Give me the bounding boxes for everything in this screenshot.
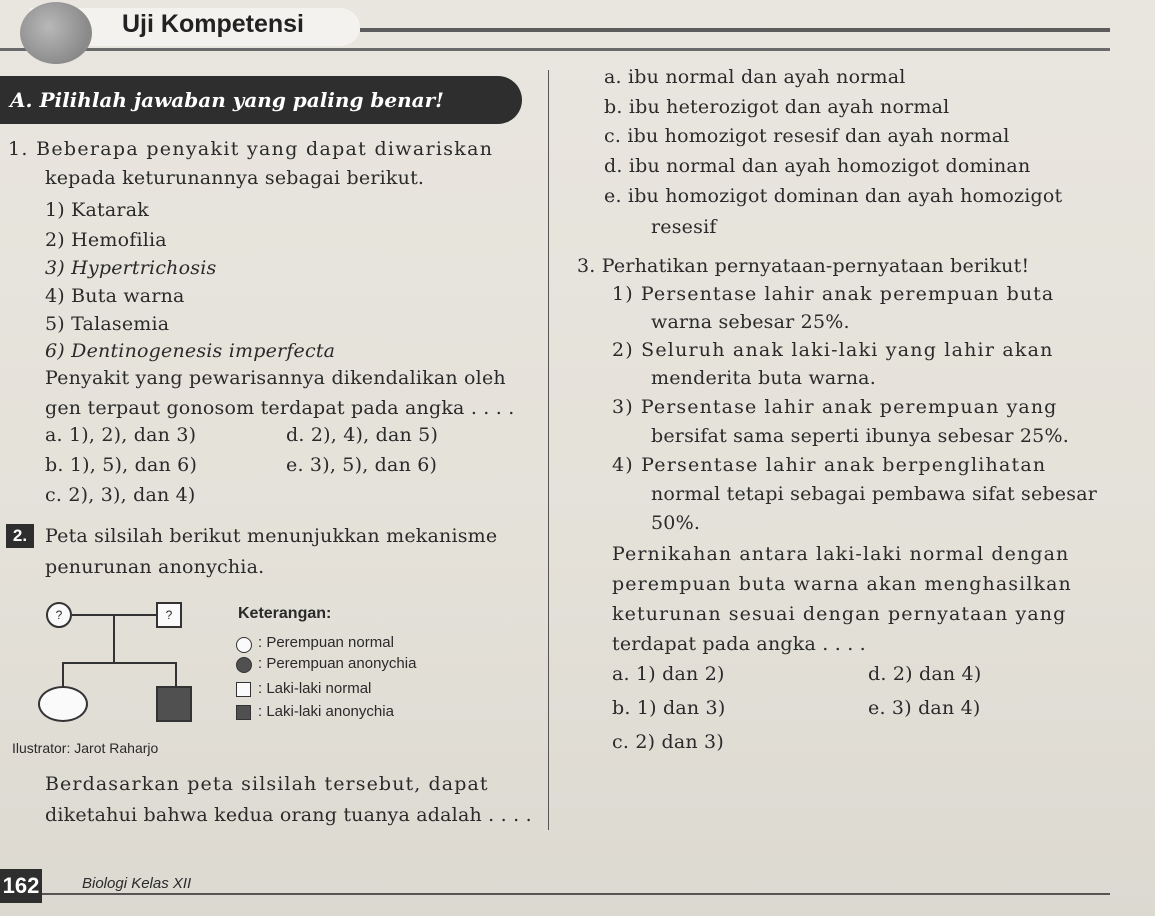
q3-statement-1-line2: warna sebesar 25%. [651,311,850,333]
q3-question-line4: terdapat pada angka . . . . [612,633,866,655]
page-title: Uji Kompetensi [122,10,304,38]
footer-rule [42,893,1110,895]
q2-number-badge: 2. [6,524,34,548]
pedigree-sibship-line [62,662,176,664]
q1-item-3: 3) Hypertrichosis [45,257,217,279]
q1-question-line2: gen terpaut gonosom terdapat pada angka . . . . [45,397,515,419]
header-badge-icon [20,2,92,64]
q1-item-6: 6) Dentinogenesis imperfecta [45,340,336,362]
q3-question-line1: Pernikahan antara laki-laki normal dengan [612,543,1070,565]
q3-option-b: b. 1) dan 3) [612,697,726,719]
q3-statement-4-line1: 4) Persentase lahir anak berpenglihatan [612,454,1047,476]
q2-question-line1: Berdasarkan peta silsilah tersebut, dapat [45,773,489,795]
header-band [0,8,1110,42]
pedigree-mother-circle [46,602,72,628]
q1-option-e: e. 3), 5), dan 6) [286,454,438,476]
page-number: 162 [0,869,42,903]
q1-item-2: 2) Hemofilia [45,229,167,251]
q3-statement-4-line2: normal tetapi sebagai pembawa sifat sebesar [651,483,1097,505]
q3-statement-4-line3: 50%. [651,512,701,534]
header-rule [360,28,1110,32]
q1-item-5: 5) Talasemia [45,313,170,335]
q1-option-b: b. 1), 5), dan 6) [45,454,198,476]
q2-stem-line2: penurunan anonychia. [45,556,265,578]
q3-statement-2-line2: menderita buta warna. [651,367,876,389]
q3-option-e: e. 3) dan 4) [868,697,981,719]
q3-option-a: a. 1) dan 2) [612,663,725,685]
q1-item-1: 1) Katarak [45,199,149,221]
pedigree-daughter-normal [38,686,88,722]
q3-question-line2: perempuan buta warna akan menghasilkan [612,573,1072,595]
q3-statement-3-line1: 3) Persentase lahir anak perempuan yang [612,396,1058,418]
pedigree-father-square [156,602,182,628]
pedigree-son-line [175,662,177,688]
pedigree-daughter-line [62,662,64,688]
q2-option-d: d. ibu normal dan ayah homozigot dominan [604,155,1031,177]
q3-statement-2-line1: 2) Seluruh anak laki-laki yang lahir akan [612,339,1054,361]
legend-male-normal: : Laki-laki normal [258,680,372,697]
column-divider [548,70,549,830]
legend-female-anonychia: : Perempuan anonychia [258,655,417,672]
q1-option-a: a. 1), 2), dan 3) [45,424,197,446]
q3-stem: 3. Perhatikan pernyataan-pernyataan berikut! [577,255,1030,277]
pedigree-descent-line [113,615,115,663]
legend-male-affected-icon [236,705,251,720]
pedigree-son-anonychia [156,686,192,722]
q3-option-c: c. 2) dan 3) [612,731,724,753]
q1-item-4: 4) Buta warna [45,285,185,307]
legend-female-normal: : Perempuan normal [258,634,394,651]
legend-female-affected-icon [236,657,252,673]
q3-option-d: d. 2) dan 4) [868,663,982,685]
legend-male-normal-icon [236,682,251,697]
father-unknown-mark: ? [165,608,173,622]
q2-option-b: b. ibu heterozigot dan ayah normal [604,96,950,118]
q2-option-c: c. ibu homozigot resesif dan ayah normal [604,125,1010,147]
q1-question-line1: Penyakit yang pewarisannya dikendalikan oleh [45,367,506,389]
q3-question-line3: keturunan sesuai dengan pernyataan yang [612,603,1067,625]
q1-stem-line2: kepada keturunannya sebagai berikut. [45,167,425,189]
header-rule-lower [0,48,1110,51]
illustrator-credit: Ilustrator: Jarot Raharjo [12,740,159,756]
q2-option-a: a. ibu normal dan ayah normal [604,66,906,88]
q3-statement-1-line1: 1) Persentase lahir anak perempuan buta [612,283,1055,305]
q1-option-d: d. 2), 4), dan 5) [286,424,439,446]
legend-title: Keterangan: [238,605,332,622]
q1-stem-line1: 1. Beberapa penyakit yang dapat diwariskan [8,138,494,160]
legend-female-normal-icon [236,637,252,653]
q2-stem-line1: Peta silsilah berikut menunjukkan mekanisme [45,525,498,547]
q2-option-e-line2: resesif [651,216,717,238]
section-a-label: A. Pilihlah jawaban yang paling benar! [10,88,444,112]
book-title: Biologi Kelas XII [82,875,192,892]
mother-unknown-mark: ? [55,608,63,622]
q2-option-e-line1: e. ibu homozigot dominan dan ayah homozigot [604,185,1063,207]
q1-option-c: c. 2), 3), dan 4) [45,484,196,506]
legend-male-anonychia: : Laki-laki anonychia [258,703,394,720]
q2-question-line2: diketahui bahwa kedua orang tuanya adalah . . . . [45,804,532,826]
section-a-banner [0,76,522,124]
q3-statement-3-line2: bersifat sama seperti ibunya sebesar 25%. [651,425,1069,447]
